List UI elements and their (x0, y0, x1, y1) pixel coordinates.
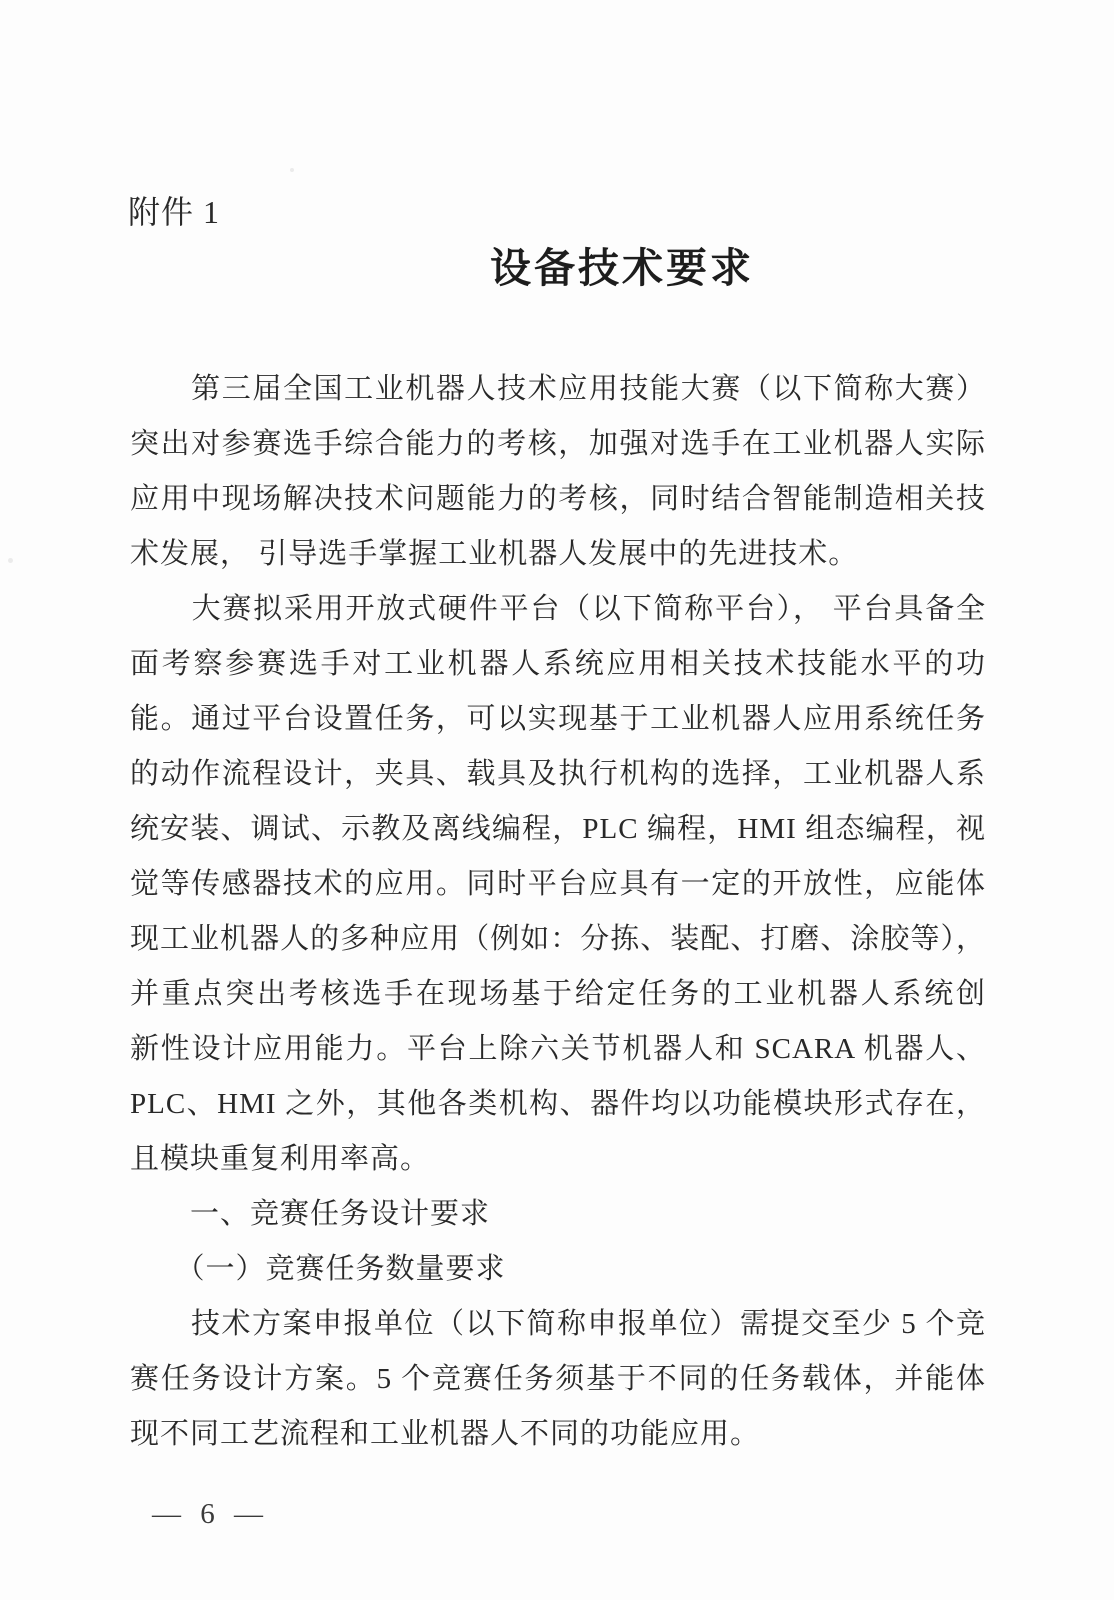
page-number: — 6 — (152, 1498, 269, 1530)
text-line: 现不同工艺流程和工业机器人不同的功能应用。 (130, 1418, 761, 1450)
text-line: 突出对参赛选手综合能力的考核，加强对选手在工业机器人实际 (130, 428, 986, 460)
text-line: 现工业机器人的多种应用（例如：分拣、装配、打磨、涂胶等）， (130, 923, 986, 955)
text-line: 技术方案申报单位（以下简称申报单位）需提交至少 5 个竞 (130, 1308, 986, 1340)
text-line: 面考察参赛选手对工业机器人系统应用相关技术技能水平的功 (130, 648, 986, 680)
text-line: （一）竞赛任务数量要求 (130, 1253, 506, 1285)
text-line: 第三届全国工业机器人技术应用技能大赛（以下简称大赛） (130, 373, 986, 405)
document-title: 设备技术要求 (490, 245, 754, 291)
text-line: 并重点突出考核选手在现场基于给定任务的工业机器人系统创 (130, 978, 986, 1010)
text-line: 新性设计应用能力。平台上除六关节机器人和 SCARA 机器人、 (130, 1033, 986, 1065)
text-line: 能。通过平台设置任务，可以实现基于工业机器人应用系统任务 (130, 703, 986, 735)
text-line: 术发展， 引导选手掌握工业机器人发展中的先进技术。 (130, 538, 859, 570)
document-body (130, 362, 986, 1462)
attachment-label: 附件 1 (128, 194, 221, 230)
text-line: 统安装、调试、示教及离线编程，PLC 编程，HMI 组态编程，视 (130, 813, 986, 845)
text-line: 觉等传感器技术的应用。同时平台应具有一定的开放性，应能体 (130, 868, 986, 900)
scan-speck (8, 558, 13, 563)
text-line: 且模块重复利用率高。 (130, 1143, 431, 1175)
text-line: 一、竞赛任务设计要求 (130, 1198, 491, 1230)
text-line: 应用中现场解决技术问题能力的考核，同时结合智能制造相关技 (130, 483, 986, 515)
text-line: 赛任务设计方案。5 个竞赛任务须基于不同的任务载体，并能体 (130, 1363, 986, 1395)
text-line: PLC、HMI 之外，其他各类机构、器件均以功能模块形式存在， (130, 1088, 986, 1120)
scan-speck (290, 168, 294, 172)
text-line: 的动作流程设计，夹具、载具及执行机构的选择，工业机器人系 (130, 758, 986, 790)
text-line: 大赛拟采用开放式硬件平台（以下简称平台）， 平台具备全 (130, 593, 986, 625)
